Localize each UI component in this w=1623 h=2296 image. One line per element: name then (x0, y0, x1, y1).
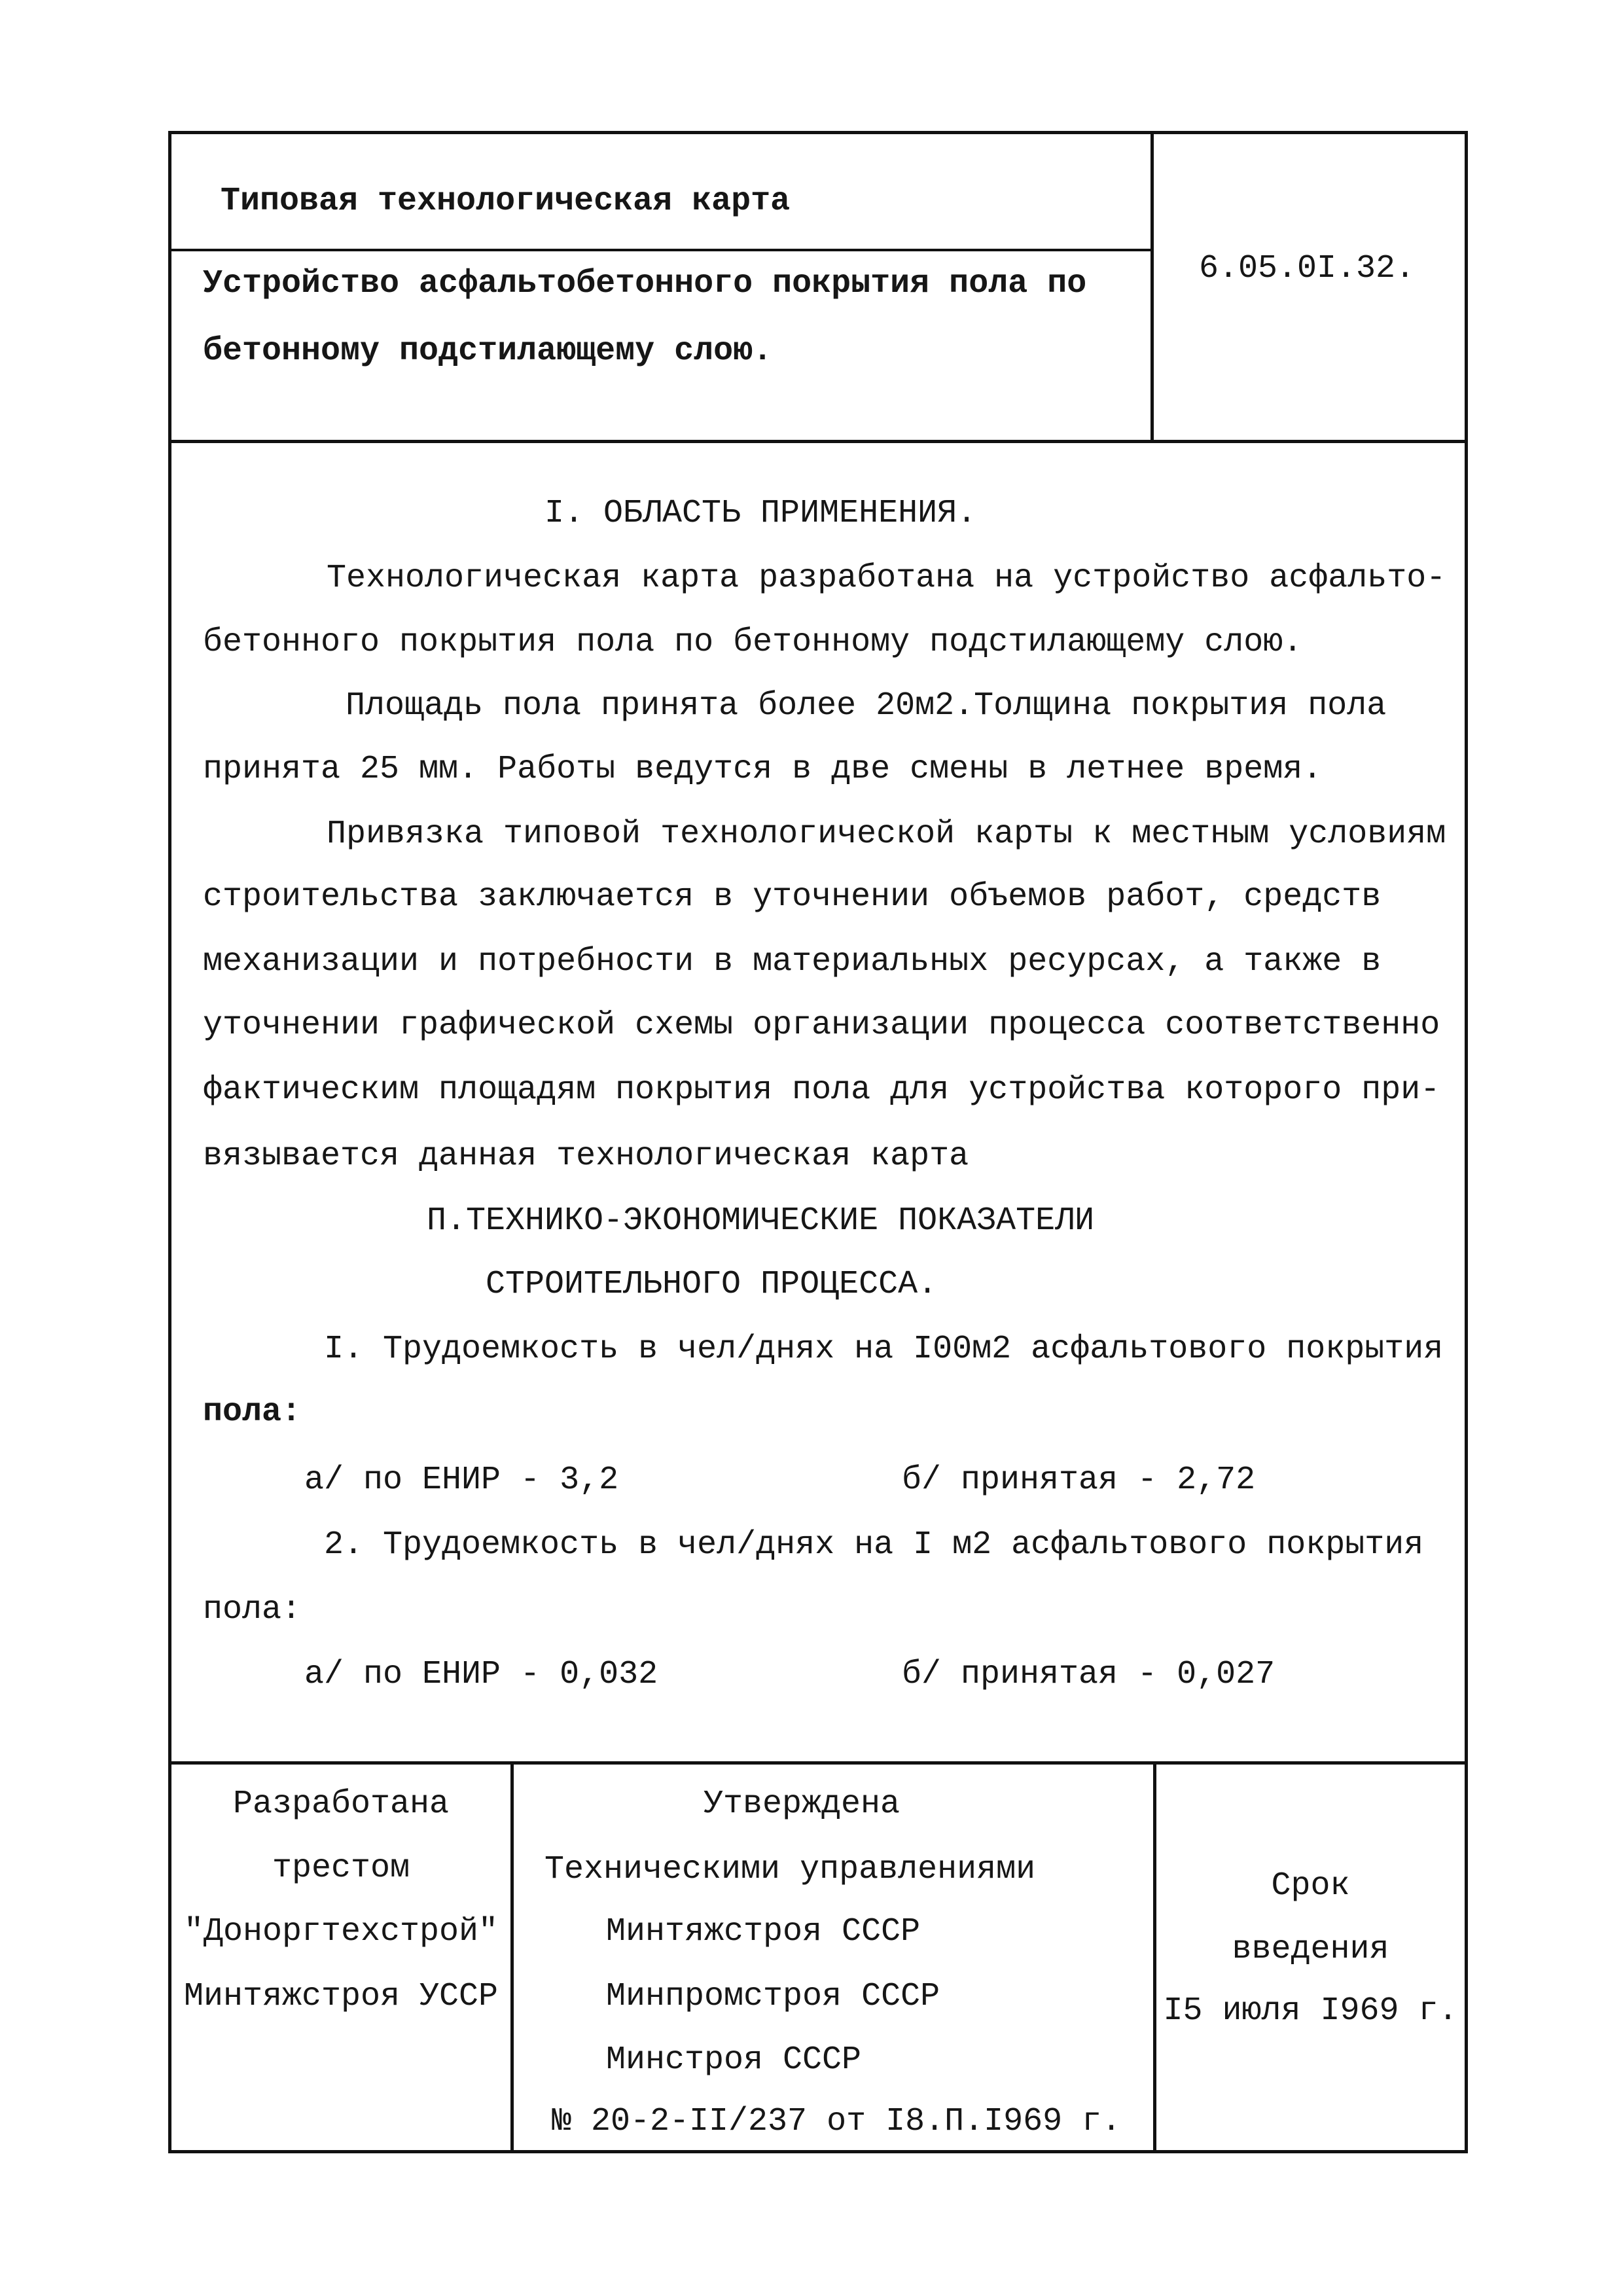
scope-line: принята 25 мм. Работы ведутся в две смены в летнее время. (203, 751, 1323, 788)
header-vertical-divider (1150, 131, 1154, 442)
scope-line: уточнении графической схемы организации процесса соответственно (203, 1007, 1440, 1044)
labor-per-100m2-accepted: б/ принятая - 2,72 (902, 1462, 1256, 1499)
card-code: 6.05.0I.32. (1199, 250, 1416, 287)
card-subject-line-2: бетонному подстилающему слою. (203, 332, 773, 370)
approved-heading: Утверждена (704, 1785, 901, 1823)
scope-line: Привязка типовой технологической карты к местным условиям (327, 816, 1446, 853)
scope-line: фактическим площадям покрытия пола для устройства которого при- (203, 1071, 1440, 1109)
developed-by-line: трестом (272, 1850, 410, 1887)
labor-per-1m2-line-2: пола: (203, 1591, 302, 1628)
effective-date-line: введения (1232, 1931, 1389, 1968)
developed-by-line: "Доноргтехстрой" (183, 1913, 499, 1950)
indicators-heading-line-2: СТРОИТЕЛЬНОГО ПРОЦЕССА. (486, 1266, 938, 1303)
developed-by-line: Разработана (232, 1785, 450, 1823)
card-subject-line-1: Устройство асфальтобетонного покрытия пола по (203, 265, 1087, 302)
labor-per-100m2-enir: а/ по ЕНИР - 3,2 (304, 1462, 619, 1499)
labor-per-1m2-accepted: б/ принятая - 0,027 (902, 1656, 1275, 1693)
effective-date-line: Срок (1271, 1867, 1350, 1905)
developed-by-line: Минтяжстроя УССР (183, 1978, 499, 2015)
card-type-title: Типовая технологическая карта (221, 183, 791, 220)
scope-line: строительства заключается в уточнении объемов работ, средств (203, 878, 1382, 916)
approved-line: Минтяжстроя СССР (606, 1913, 921, 1950)
approval-document-number: № 20-2-II/237 от I8.П.I969 г. (552, 2103, 1122, 2140)
scope-line: Площадь пола принята более 20м2.Толщина покрытия пола (346, 687, 1387, 725)
approved-line: Минстроя СССР (606, 2041, 862, 2079)
indicators-heading-line-1: П.ТЕХНИКО-ЭКОНОМИЧЕСКИЕ ПОКАЗАТЕЛИ (427, 1202, 1095, 1240)
header-title-divider (168, 249, 1152, 251)
labor-per-1m2-line-1: 2. Трудоемкость в чел/днях на I м2 асфальтового покрытия (324, 1526, 1424, 1564)
scope-line: вязывается данная технологическая карта (203, 1138, 969, 1175)
labor-per-100m2-line-1: I. Трудоемкость в чел/днях на I00м2 асфальтового покрытия (324, 1331, 1444, 1368)
footer-top-rule (168, 1761, 1468, 1765)
scope-line: Технологическая карта разработана на устройство асфальто- (327, 560, 1446, 597)
header-bottom-rule (168, 440, 1468, 443)
scope-line: бетонного покрытия пола по бетонному подстилающему слою. (203, 624, 1303, 661)
scope-heading: I. ОБЛАСТЬ ПРИМЕНЕНИЯ. (544, 495, 977, 532)
labor-per-100m2-line-2: пола: (203, 1393, 302, 1431)
approved-line: Минпромстроя СССР (606, 1978, 940, 2015)
labor-per-1m2-enir: а/ по ЕНИР - 0,032 (304, 1656, 658, 1693)
footer-divider-left (510, 1761, 514, 2153)
scope-line: механизации и потребности в материальных ресурсах, а также в (203, 943, 1382, 980)
approved-line: Техническими управлениями (544, 1851, 1036, 1888)
effective-date-value: I5 июля I969 г. (1163, 1992, 1458, 2030)
